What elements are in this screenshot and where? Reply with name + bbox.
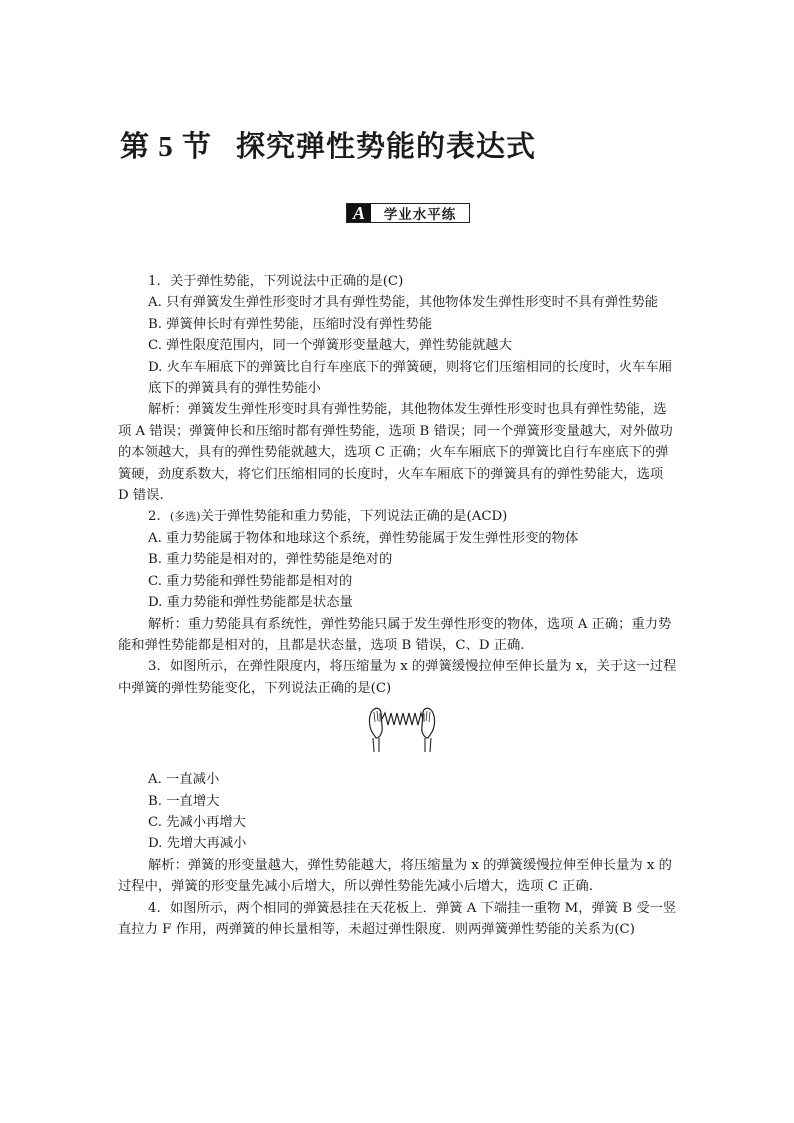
- question-3-option-c: C. 先减小再增大: [148, 814, 246, 830]
- question-1-analysis: 解析：弹簧发生弹性形变时具有弹性势能，其他物体发生弹性形变时也具有弹性势能，选项 A 错误；弹簧伸长和压缩时都有弹性势能，选项 B 错误；同一个弹簧形变量越大，对外做功的本领越大，具有的弹性势能就越大，选项 C 正确；火车车厢底下的弹簧比自行车座底下的弹簧硬，劲度系数大，将它们压缩相同的长度时，火车车厢底下的弹簧具有的弹性势能大，选项 D 错误.: [118, 402, 673, 504]
- page-title: [120, 124, 536, 165]
- section-number: 第 5 节: [120, 131, 213, 163]
- question-2-option-a: A. 重力势能属于物体和地球这个系统，弹性势能属于发生弹性形变的物体: [148, 530, 579, 546]
- question-3-analysis: 解析：弹簧的形变量越大，弹性势能越大，将压缩量为 x 的弹簧缓慢拉伸至伸长量为 x 的过程中，弹簧的形变量先减小后增大，所以弹性势能先减小后增大，选项 C 正确.: [118, 857, 672, 895]
- level-badge: [346, 203, 470, 223]
- questions-content: [118, 271, 678, 940]
- question-1-option-a: A. 只有弹簧发生弹性形变时才具有弹性势能，其他物体发生弹性形变时不具有弹性势能: [148, 295, 659, 311]
- question-1-option-b: B. 弹簧伸长时有弹性势能，压缩时没有弹性势能: [148, 316, 433, 332]
- question-2-stem: 2. (多选)关于弹性势能和重力势能，下列说法正确的是(ACD): [148, 509, 508, 525]
- question-1-stem: 1. 关于弹性势能，下列说法中正确的是(C): [148, 274, 404, 289]
- question-3-option-a: A. 一直减小: [148, 772, 220, 788]
- spring-held-by-hands-illustration: [366, 702, 438, 756]
- question-3-option-d: D. 先增大再减小: [148, 836, 247, 852]
- question-4-stem: 4. 如图所示，两个相同的弹簧悬挂在天花板上．弹簧 A 下端挂一重物 M，弹簧 B 受一竖直拉力 F 作用，两弹簧的伸长量相等，未超过弹性限度．则两弹簧弹性势能的关系为(C): [118, 900, 677, 937]
- question-2-option-c: C. 重力势能和弹性势能都是相对的: [148, 573, 353, 589]
- multi-select-tag: (多选): [170, 510, 201, 524]
- question-3-stem: 3. 如图所示，在弹性限度内，将压缩量为 x 的弹簧缓慢拉伸至伸长量为 x，关于这一过程中弹簧的弹性势能变化，下列说法正确的是(C): [118, 659, 677, 696]
- question-2-option-d: D. 重力势能和弹性势能都是状态量: [148, 595, 353, 611]
- spring-hands-figure: [118, 699, 678, 769]
- question-1-option-d: D. 火车车厢底下的弹簧比自行车座底下的弹簧硬，则将它们压缩相同的长度时，火车车厢底下的弹簧具有的弹性势能小: [148, 359, 672, 397]
- level-badge-letter: A: [347, 204, 371, 222]
- question-3-option-b: B. 一直增大: [148, 793, 220, 809]
- question-2-analysis: 解析：重力势能具有系统性，弹性势能只属于发生弹性形变的物体，选项 A 正确；重力势能和弹性势能都是相对的，且都是状态量，选项 B 错误，C、D 正确.: [118, 616, 672, 653]
- section-title: 探究弹性势能的表达式: [236, 129, 537, 163]
- question-1-option-c: C. 弹性限度范围内，同一个弹簧形变量越大，弹性势能就越大: [148, 338, 512, 354]
- level-badge-label: 学业水平练: [383, 207, 457, 223]
- question-2-option-b: B. 重力势能是相对的，弹性势能是绝对的: [148, 552, 393, 568]
